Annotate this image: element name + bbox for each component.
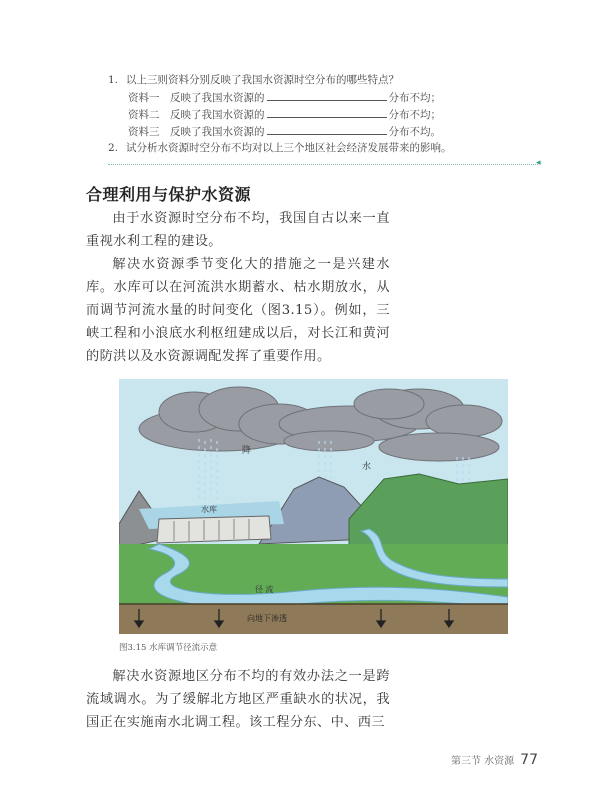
- question-2: [108, 140, 548, 157]
- material-name: 资料二: [128, 109, 160, 121]
- questions-block: [108, 72, 548, 157]
- question-1-number: 1.: [108, 74, 119, 86]
- reservoir-label: 水库: [201, 505, 217, 514]
- page-footer: [451, 752, 538, 768]
- page-number: 77: [520, 752, 538, 768]
- material-prefix: 反映了我国水资源的: [170, 92, 265, 104]
- answer-blank[interactable]: [267, 106, 387, 118]
- footer-section: 第三节 水资源: [450, 756, 515, 767]
- material-suffix: 分布不均；: [388, 92, 441, 104]
- paragraph-2: 解决水资源季节变化大的措施之一是兴建水库。水库可以在河流洪水期蓄水、枯水期放水，从而调节河流水量的时间变化（图3.15）。例如，三峡工程和小浪底水利枢纽建成以后，对长江和黄河的防洪以及水资源调配发挥了重要作用。: [86, 257, 390, 364]
- runoff-label: 径 流: [255, 585, 274, 594]
- precip-label-2: 水: [362, 462, 372, 472]
- precip-label-1: 降: [242, 446, 252, 456]
- question-2-number: 2.: [108, 142, 119, 154]
- question-1: [108, 72, 548, 89]
- paragraph-3: 解决水资源地区分布不均的有效办法之一是跨流域调水。为了缓解北方地区严重缺水的状况，我国正在实施南水北调工程。该工程分东、中、西三: [86, 669, 390, 730]
- material-row-2: [108, 106, 548, 123]
- material-name: 资料三: [128, 126, 160, 138]
- material-name: 资料一: [128, 92, 160, 104]
- answer-blank[interactable]: [267, 123, 387, 135]
- material-row-1: [108, 89, 548, 106]
- paragraph-1: 由于水资源时空分布不均，我国自古以来一直重视水利工程的建设。: [86, 211, 390, 249]
- material-row-3: [108, 123, 548, 140]
- section-heading: 合理利用与保护水资源: [86, 185, 252, 204]
- seepage-label: 向地下渗透: [247, 614, 287, 623]
- material-prefix: 反映了我国水资源的: [170, 126, 265, 138]
- figure-caption: 图3.15 水库调节径流示意: [119, 643, 218, 653]
- dotted-divider: [108, 164, 538, 165]
- divider-end-icon: ◂: [536, 158, 541, 168]
- material-suffix: 分布不均。: [388, 126, 441, 138]
- material-suffix: 分布不均；: [388, 109, 441, 121]
- question-1-text: 以上三则资料分别反映了我国水资源时空分布的哪些特点？: [126, 74, 399, 86]
- question-2-text: 试分析水资源时空分布不均对以上三个地区社会经济发展带来的影响。: [126, 142, 452, 154]
- material-prefix: 反映了我国水资源的: [170, 109, 265, 121]
- answer-blank[interactable]: [267, 89, 387, 101]
- reservoir-figure: [119, 379, 508, 634]
- reservoir-illustration: [119, 379, 508, 634]
